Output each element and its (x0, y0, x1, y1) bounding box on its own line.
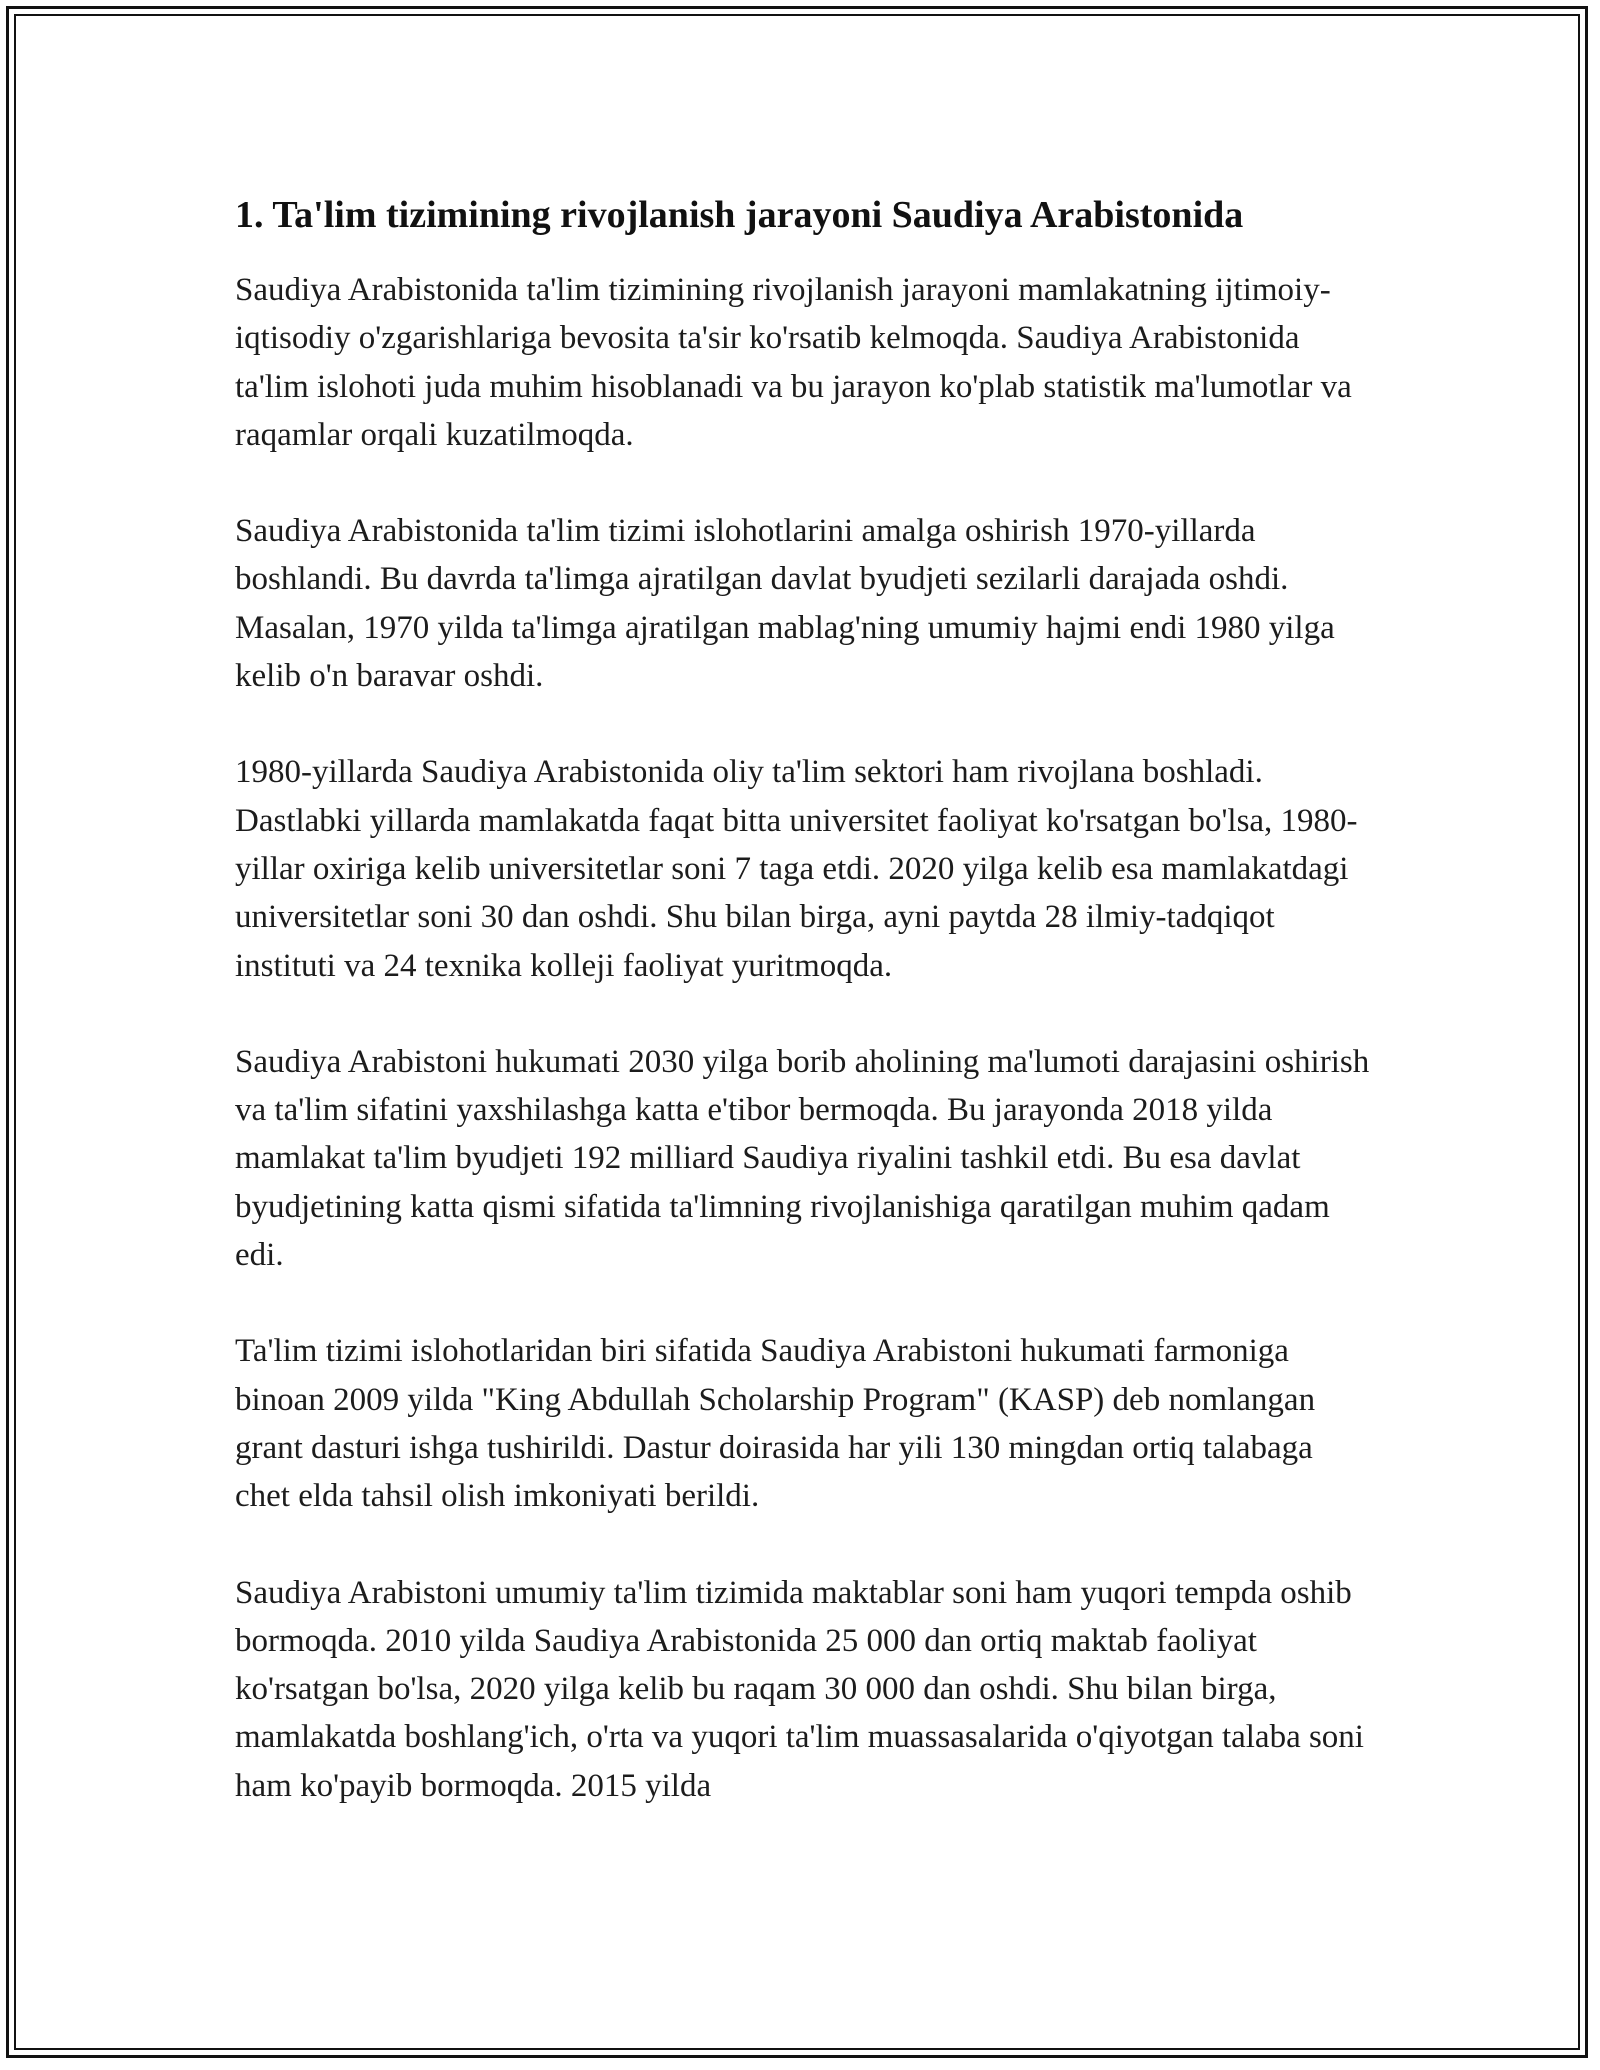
paragraph-6: Saudiya Arabistoni umumiy ta'lim tizimida maktablar soni ham yuqori tempda oshib bormoqda. 2010 yilda Saudiya Arabistonida 25 000 dan ortiq maktab faoliyat ko'rsatgan bo'lsa, 2020 yilga kelib bu raqam 30 000 dan oshdi. Shu bilan birga, mamlakatda boshlang'ich, o'rta va yuqori ta'lim muassasalarida o'qiyotgan talaba soni ham ko'payib bormoqda. 2015 yilda (235, 1574, 1364, 1804)
section-heading: 1. Ta'lim tizimining rivojlanish jarayoni Saudiya Arabistonida (235, 194, 1244, 236)
paragraph-4: Saudiya Arabistoni hukumati 2030 yilga borib aholining ma'lumoti darajasini oshirish va ta'lim sifatini yaxshilashga katta e'tibor bermoqda. Bu jarayonda 2018 yilda mamlakat ta'lim byudjeti 192 milliard Saudiya riyalini tashkil etdi. Bu esa davlat byudjetining katta qismi sifatida ta'limning rivojlanishiga qaratilgan muhim qadam edi. (235, 1043, 1370, 1274)
document-body (235, 190, 1375, 1810)
paragraph-5: Ta'lim tizimi islohotlaridan biri sifatida Saudiya Arabistoni hukumati farmoniga binoan 2009 yilda "King Abdullah Scholarship Program" (KASP) deb nomlangan grant dasturi ishga tushirildi. Dastur doirasida har yili 130 mingdan ortiq talabaga chet elda tahsil olish imkoniyati berildi. (235, 1333, 1316, 1515)
paragraph-3: 1980-yillarda Saudiya Arabistonida oliy ta'lim sektori ham rivojlana boshladi. Dastlabki yillarda mamlakatda faqat bitta universitet faoliyat ko'rsatgan bo'lsa, 1980-yillar oxiriga kelib universitetlar soni 7 taga etdi. 2020 yilga kelib esa mamlakatdagi universitetlar soni 30 dan oshdi. Shu bilan birga, ayni paytda 28 ilmiy-tadqiqot instituti va 24 texnika kolleji faoliyat yuritmoqda. (235, 754, 1358, 984)
paragraph-1: Saudiya Arabistonida ta'lim tizimining rivojlanish jarayoni mamlakatning ijtimoiy-iqtisodiy o'zgarishlariga bevosita ta'sir ko'rsatib kelmoqda. Saudiya Arabistonida ta'lim islohoti juda muhim hisoblanadi va bu jarayon ko'plab statistik ma'lumotlar va raqamlar orqali kuzatilmoqda. (235, 272, 1352, 453)
paragraph-2: Saudiya Arabistonida ta'lim tizimi islohotlarini amalga oshirish 1970-yillarda boshlandi. Bu davrda ta'limga ajratilgan davlat byudjeti sezilarli darajada oshdi. Masalan, 1970 yilda ta'limga ajratilgan mablag'ning umumiy hajmi endi 1980 yilga kelib o'n baravar oshdi. (235, 513, 1335, 695)
